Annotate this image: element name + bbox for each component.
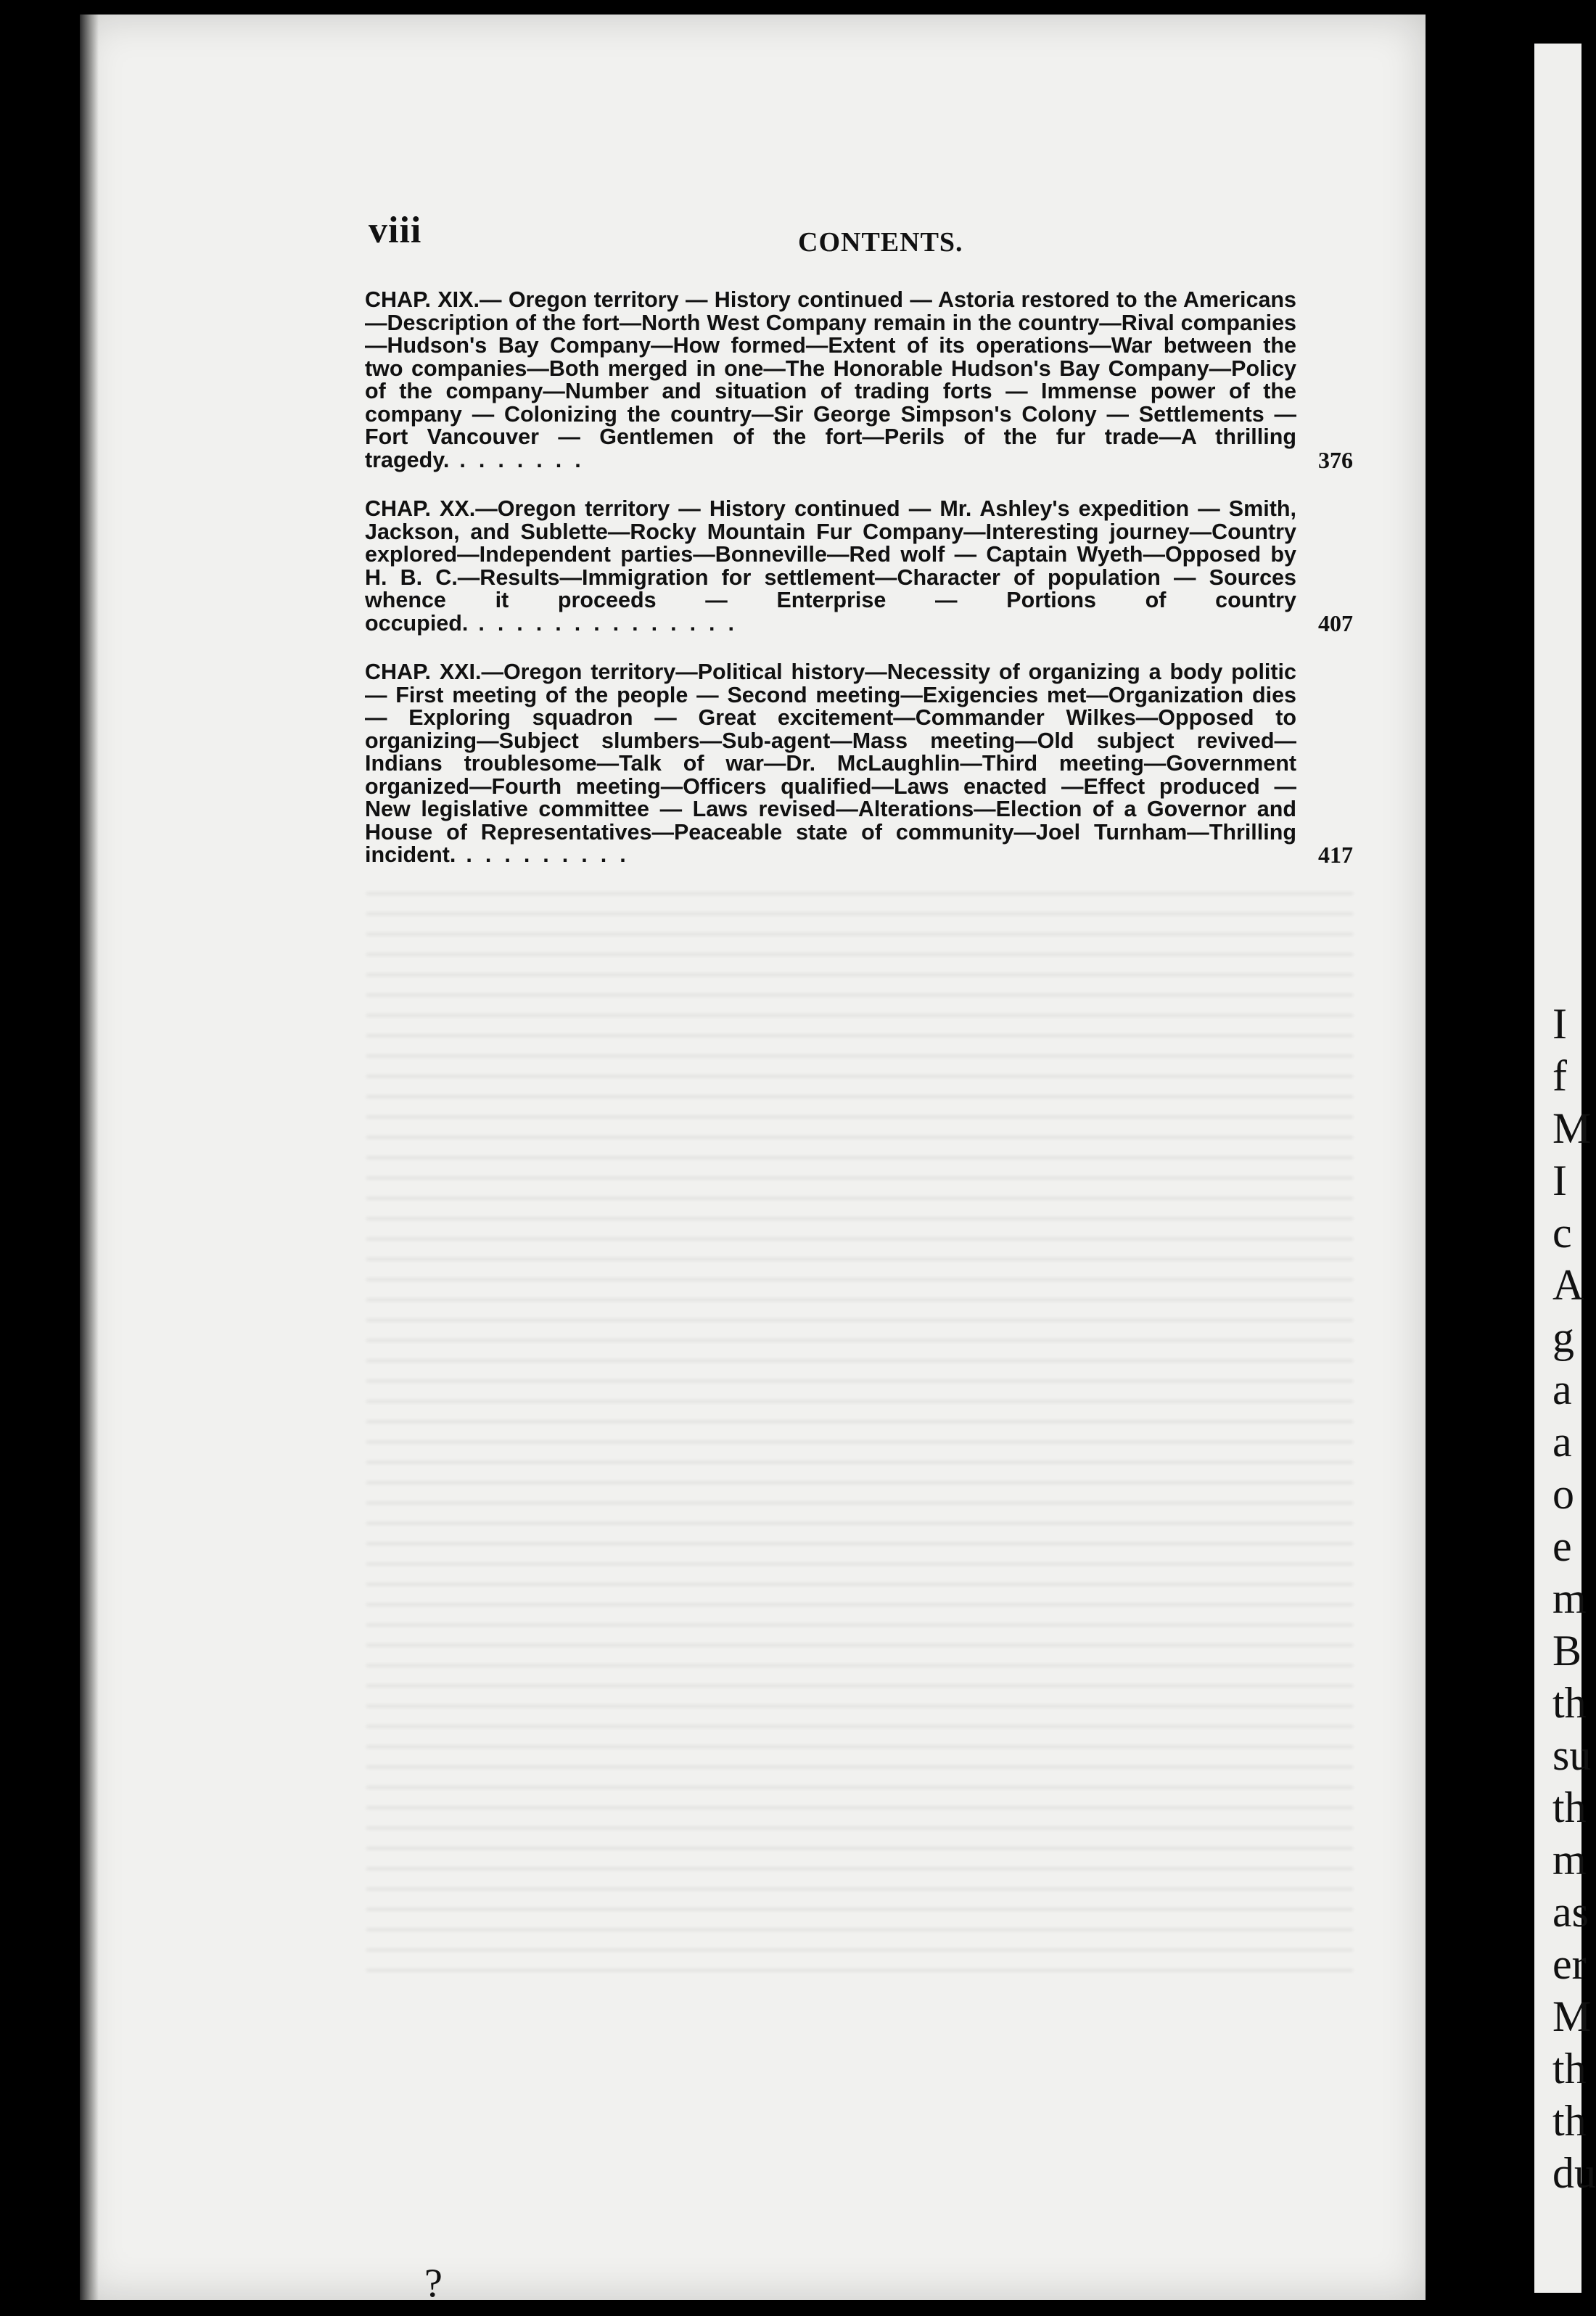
facing-page-line: th [1552,1783,1587,1831]
facing-page-line: m [1552,1574,1587,1622]
facing-page-line: du [1552,2149,1596,2197]
facing-page-line: er [1552,1940,1587,1988]
chapter-summary: —Oregon territory — History continued — Mr. Ashley's expedition — Smith, Jackson, and Sublette—Rocky Mountain Fur Company—Interesting journey—Country explored—Independent parties—Bonneville—Red wolf — Captain Wyeth—Opposed by H. B. C.—Results—Immigration for settlement—Character of population — Sources whence it proceeds — Enterprise — Portions of country occupied. [365,496,1296,636]
facing-page-line: B [1552,1627,1582,1675]
facing-page-line: I [1552,1157,1567,1204]
facing-page-line: su [1552,1731,1592,1779]
page-number: 417 [1318,842,1353,868]
page-number: 407 [1318,609,1353,636]
chapter-label: CHAP. XX. [365,496,476,521]
dot-leader: ....... [459,447,594,472]
facing-page-line: g [1552,1313,1574,1361]
contents-list [365,289,1353,893]
facing-page-line: A [1552,1261,1584,1309]
chapter-summary: —Oregon territory—Political history—Necessity of organizing a body politic — First meeting of the people — Second meeting—Exigencies met—Organization dies — Exploring squadron — Great excitement—Commander Wilkes—Opposed to organizing—Subject slumbers—Sub-agent—Mass meeting—Old subject revived—Indians troublesome—Talk of war—Dr. McLaughlin—Third meeting—Government organized—Fourth meeting—Officers qualified—Laws enacted —Effect produced — New legislative committee — Laws revised—Alterations—Election of a Governor and House of Representatives—Peaceable state of community—Joel Turnham—Thrilling incident. [365,660,1296,867]
facing-page-line: a [1552,1418,1572,1466]
show-through-text [366,892,1353,1981]
facing-page-line: I [1552,1000,1567,1048]
facing-page-line: a [1552,1366,1572,1413]
facing-page-line: th [1552,1679,1587,1727]
running-head: CONTENTS. [798,227,963,258]
facing-page-line: as [1552,1888,1589,1936]
dot-leader: ......... [466,842,639,867]
facing-page-line: e [1552,1522,1572,1570]
contents-entry-chap-xx [365,498,1353,635]
folio-number: viii [369,210,422,251]
chapter-label: CHAP. XIX. [365,287,480,312]
chapter-label: CHAP. XXI. [365,660,482,684]
facing-page-line: th [1552,2097,1587,2145]
facing-page-line: f [1552,1052,1567,1100]
book-page [80,15,1426,2300]
contents-entry-chap-xxi [365,661,1353,867]
page-number: 376 [1318,446,1353,473]
contents-entry-chap-xix [365,289,1353,472]
chapter-summary: — Oregon territory — History continued — Astoria restored to the Americans —Description of the fort—North West Company remain in the country—Rival companies—Hudson's Bay Company—How formed—Extent of its operations—War between the two companies—Both merged in one—The Honorable Hudson's Bay Company—Policy of the company—Number and situation of trading forts — Immense power of the company — Colonizing the country—Sir George Simpson's Colony — Settlements — Fort Vancouver — Gentlemen of the fort—Perils of the fur trade—A thrilling tragedy. [365,287,1296,472]
facing-page-line: m [1552,1836,1587,1884]
facing-page-line: c [1552,1209,1572,1257]
facing-page-text-fragment [1552,998,1596,2199]
facing-page-line: M [1552,1104,1592,1152]
facing-page-line: o [1552,1470,1574,1518]
facing-page-line: M [1552,1992,1592,2040]
margin-mark: ? [424,2261,443,2306]
dot-leader: .............. [478,610,747,636]
facing-page-line: th [1552,2045,1587,2093]
